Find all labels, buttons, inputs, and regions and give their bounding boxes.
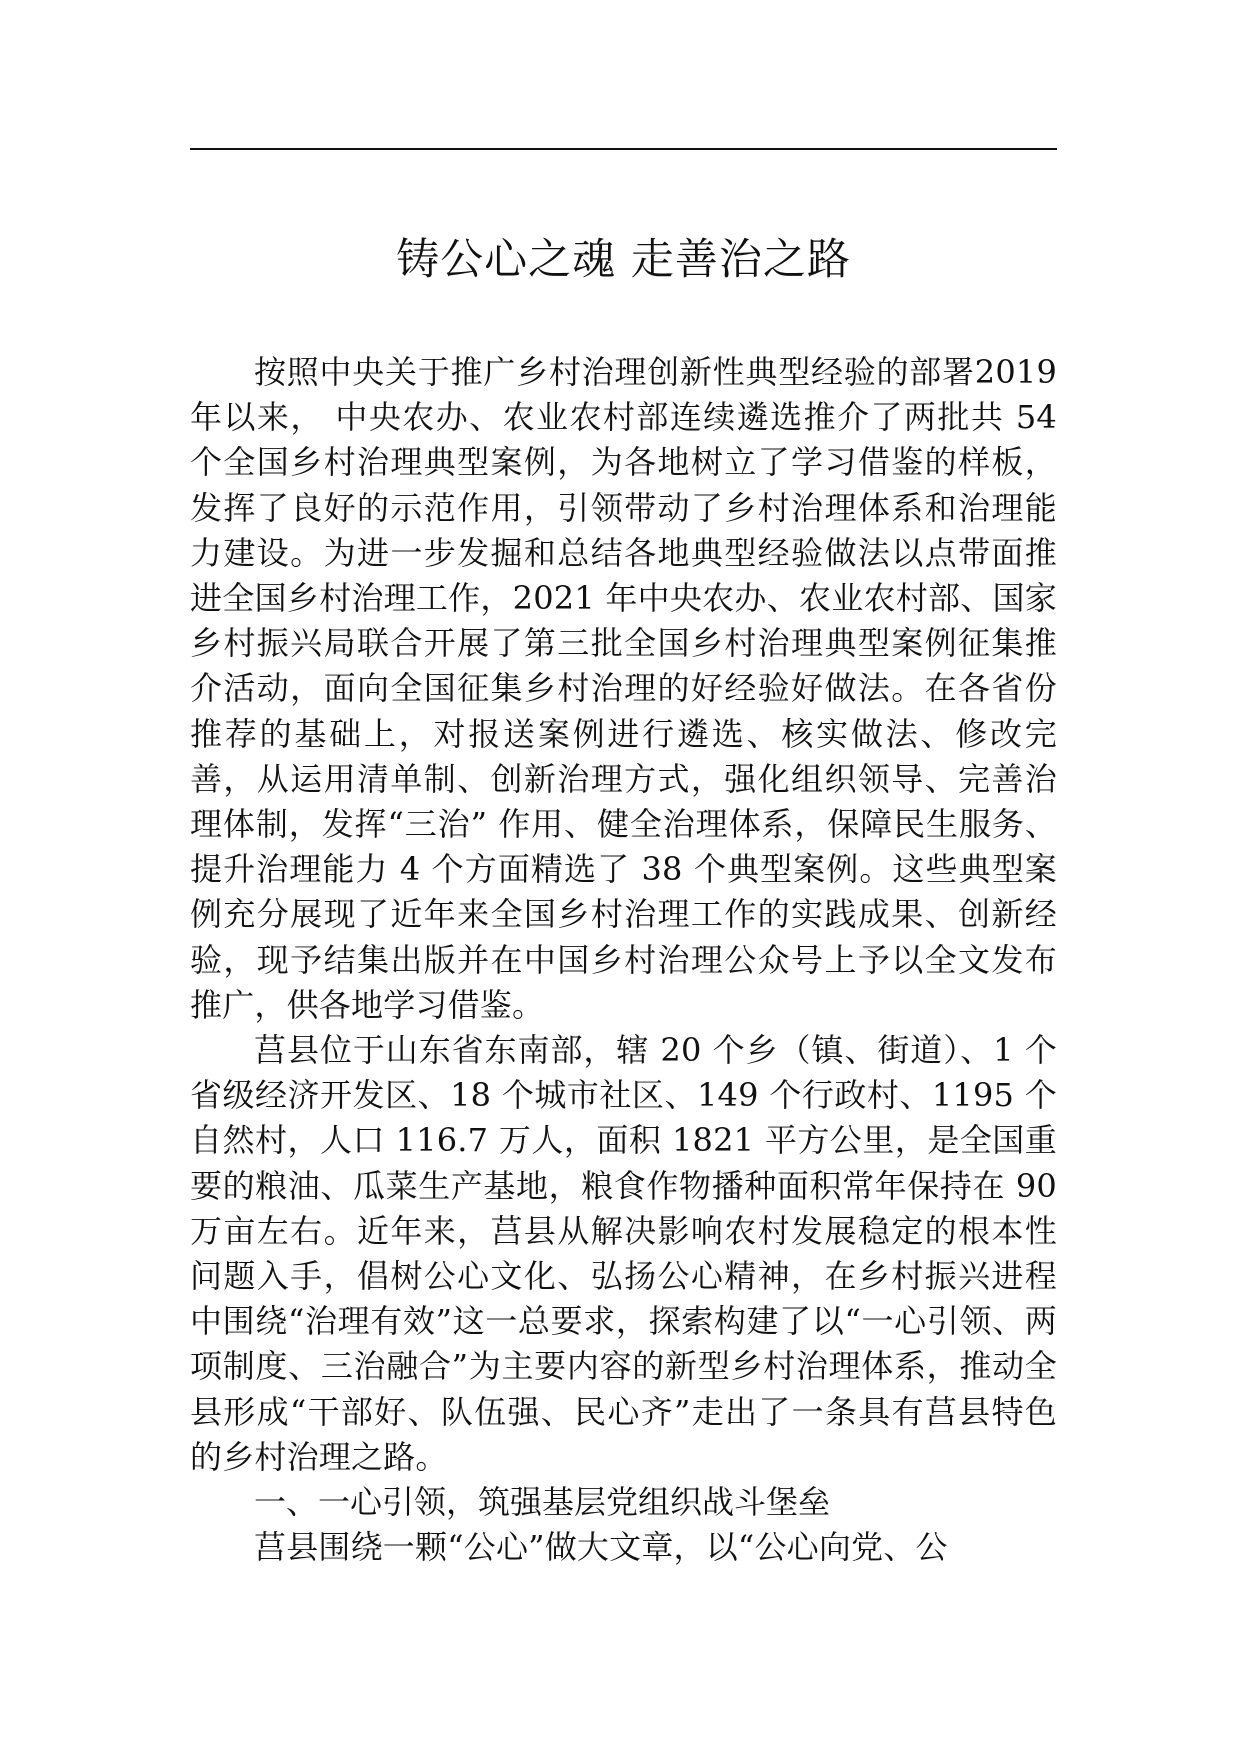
paragraph-intro: 按照中央关于推广乡村治理创新性典型经验的部署2019 年以来， 中央农办、农业农村部连续遴选推介了两批共 54 个全国乡村治理典型案例，为各地树立了学习借鉴的样板，发挥了良好的示范作用，引领带动了乡村治理体系和治理能力建设。为进一步发掘和总结各地典型经验做法以点带面推进全国乡村治理工作，2021 年中央农办、农业农村部、国家乡村振兴局联合开展了第三批全国乡村治理典型案例征集推介活动，面向全国征集乡村治理的好经验好做法。在各省份推荐的基础上，对报送案例进行遴选、核实做法、修改完善，从运用清单制、创新治理方式，强化组织领导、完善治理体制，发挥“三治” 作用、健全治理体系，保障民生服务、提升治理能力 4 个方面精选了 38 个典型案例。这些典型案例充分展现了近年来全国乡村治理工作的实践成果、创新经验，现予结集出版并在中国乡村治理公众号上予以全文发布推广，供各地学习借鉴。: [190, 353, 1057, 1024]
paragraph-juxian-overview: 莒县位于山东省东南部，辖 20 个乡（镇、街道）、1 个省级经济开发区、18 个城市社区、149 个行政村、1195 个自然村，人口 116.7 万人，面积 1821 平方公里，是全国重要的粮油、瓜菜生产基地，粮食作物播种面积常年保持在 90 万亩左右。近年来，莒县从解决影响农村发展稳定的根本性问题入手，倡树公心文化、弘扬公心精神，在乡村振兴进程中围绕“治理有效”这一总要求，探索构建了以“一心引领、两项制度、三治融合”为主要内容的新型乡村治理体系，推动全县形成“干部好、队伍强、民心齐”走出了一条具有莒县特色的乡村治理之路。: [190, 1031, 1057, 1476]
document-body: [190, 350, 1057, 1570]
paragraph-section-start: 莒县围绕一颗“公心”做大文章，以“公心向党、公: [254, 1528, 948, 1567]
header-rule: [190, 148, 1057, 150]
document-title: 铸公心之魂 走善治之路: [396, 235, 851, 285]
section-heading: 一、一心引领，筑强基层党组织战斗堡垒: [254, 1483, 831, 1522]
